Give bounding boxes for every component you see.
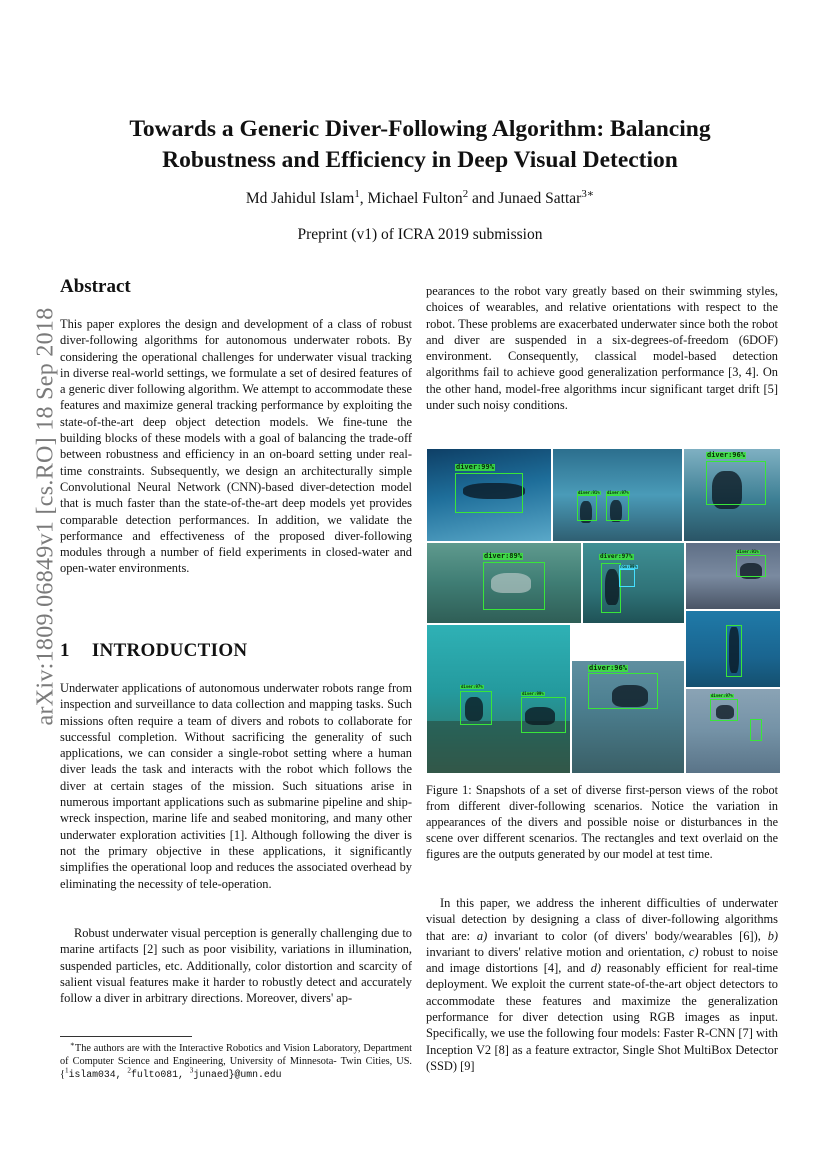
snapshot-pool-1: [427, 449, 551, 541]
snapshot-open-water-1: [684, 449, 780, 541]
right-column-continuation: pearances to the robot vary greatly based on their swimming styles, choices of wearables, and relative orientations with respect to the robot. These problems are exacerbated underwater since both the robot and diver are suspended in a six-degrees-of-freedom (6DOF) environment. Consequently, classical model-based detection algorithms fail to achieve good generalization performance [3, 4]. On the other hand, model-free algorithms incur significant target drift [5] under such noisy conditions.: [426, 284, 778, 413]
figure-1-caption: Figure 1: Snapshots of a set of diverse first-person views of the robot from different diver-following scenarios. Notice the variation in appearances of the divers and possible noise or disturbances in the scene over different scenarios. The rectangles and text overlaid on the figures are the outputs generated by our model at test time.: [426, 783, 778, 861]
enum-marker: a): [476, 928, 488, 943]
section-number: 1: [60, 640, 70, 661]
detection-label: diver:99%: [456, 463, 494, 471]
detection-box: [606, 495, 629, 521]
email-index: 3: [189, 1066, 194, 1075]
footnote-mark: ∗: [70, 1040, 75, 1049]
detection-box: [483, 562, 545, 610]
detection-box: [736, 555, 766, 577]
detection-box: [577, 495, 597, 521]
detection-box: [750, 719, 762, 741]
author-separator: and: [468, 190, 499, 207]
author-name: Md Jahidul Islam: [245, 190, 355, 207]
section-heading-introduction: [60, 640, 247, 662]
author-name: Michael Fulton: [367, 190, 463, 207]
detection-box: [601, 563, 621, 613]
detection-box: [726, 625, 742, 677]
snapshot-reef-fish: [572, 661, 684, 773]
snapshot-rov: [583, 543, 684, 623]
detection-label: diver:96%: [589, 664, 627, 672]
detection-label: diver:91%: [578, 490, 600, 495]
email-fragment: fulto081,: [130, 1069, 190, 1081]
para-text: In this paper, we address the inherent difficulties of underwater visual detection by designing a class of diver-following algorithms that are:: [426, 896, 778, 943]
para-text: robust to noise and image distortions [4], and: [426, 944, 779, 976]
detection-box: [619, 569, 635, 587]
detection-label: diver:97%: [711, 693, 733, 698]
preprint-note: Preprint (v1) of ICRA 2019 submission: [297, 226, 543, 243]
paper-title: [60, 114, 780, 176]
detection-box: [521, 697, 566, 733]
snapshot-wreck: [427, 625, 570, 773]
right-column-paragraph: [426, 895, 778, 1074]
detection-label: diver:97%: [607, 490, 629, 495]
abstract-body: This paper explores the design and development of a class of robust diver-following algorithms for autonomous underwater robots. By considering the operational challenges for underwater visual tracking in diverse real-world settings, we formulate a set of desired features of a generic diver following algorithm. We attempt to accommodate these features and maximize general tracking performance by exploiting the state-of-the-art deep object detection models. We fine-tune the building blocks of these models with a goal of balancing the trade-off between robustness and efficiency in an on-board setting under real-time constraints. Subsequently, we design an architecturally simple Convolutional Neural Network (CNN)-based diver-detection model that is much faster than the state-of-the-art deep models yet provides comparable detection performances. In addition, we validate the performance and effectiveness of the proposed diver-following modules through a number of field experiments in closed-water and open-water environments.: [60, 317, 412, 576]
detection-box: [706, 461, 766, 505]
enum-marker: b): [767, 928, 779, 943]
enum-marker: d): [590, 961, 602, 976]
detection-label: diver:91%: [737, 549, 759, 554]
detection-box: [710, 699, 738, 721]
detection-label: diver:99%: [522, 691, 544, 696]
footnote-divider: [60, 1036, 192, 1037]
figure-1-collage: [427, 449, 780, 773]
snapshot-sandy-bottom: [686, 543, 780, 609]
author-list: [60, 187, 780, 208]
footnote-text: The authors are with the Interactive Robotics and Vision Laboratory, Department of Computer Science and Engineering, University of Minnesota- Twin Cities, US. {: [60, 1043, 412, 1081]
title-line-1: Towards a Generic Diver-Following Algorithm: Balancing: [129, 116, 711, 142]
detection-label: diver:97%: [600, 553, 633, 560]
affiliation-mark: 2: [462, 187, 469, 200]
email-index: 2: [127, 1066, 131, 1075]
intro-paragraph-2: Robust underwater visual perception is generally challenging due to marine artifacts [2] such as poor visibility, variations in illumination, suspended particles, etc. Additionally, color distortion and scarcity of salient visual features make it harder to robustly detect and accurately follow a diver in arbitrary directions. Moreover, divers' ap-: [60, 926, 412, 1006]
snapshot-reef-1: [427, 543, 581, 623]
para-text: reasonably efficient for real-time deployment. We exploit the current state-of-the-art object detectors to accommodate these features and maximize the generalization performance for diver detection using RGB images as input. Specifically, we use the following four models: Faster R-CNN [7] with Inception V2 [8] as a feature extractor, Single Shot MultiBox Detector (SSD) [9]: [426, 961, 778, 1073]
para-text: invariant to color (of divers' body/wearables [6]),: [487, 928, 768, 943]
detection-box: [455, 473, 523, 513]
affiliation-mark: 1: [354, 187, 360, 200]
snapshot-pool-2: [553, 449, 682, 541]
detection-box: [588, 673, 658, 709]
detection-label: diver:97%: [461, 684, 483, 689]
author-footnote: [60, 1042, 412, 1082]
intro-paragraph-1: Underwater applications of autonomous underwater robots range from inspection and surveillance to data collection and mapping tasks. Such missions often require a team of divers and robots to collaborate for successful completion. Without sacrificing the generality of such applications, we can consider a single-robot setting where a human diver leads the task and interacts with the robot which follows the diver at certain stages of the mission. Such situations arise in numerous important applications such as submarine pipeline and ship-wreck inspection, marine life and seabed monitoring, and many other underwater exploration activities [1]. Although following the diver is not the primary objective in these applications, it significantly simplifies the operational loop and reduces the associated overhead by eliminating the necessity of tele-operation.: [60, 681, 412, 891]
title-line-2: Robustness and Efficiency in Deep Visual Detection: [162, 147, 678, 173]
author-separator: ,: [359, 190, 368, 207]
para-text: invariant to divers' relative motion and orientation,: [426, 944, 689, 959]
abstract-heading: Abstract: [60, 276, 131, 297]
snapshot-clear-water-vertical: [686, 611, 780, 687]
detection-label: diver:96%: [707, 451, 745, 459]
enum-marker: c): [688, 944, 699, 959]
arxiv-identifier: arXiv:1809.06849v1 [cs.RO] 18 Sep 2018: [32, 307, 59, 726]
email-fragment: islam034,: [68, 1069, 128, 1081]
section-title: INTRODUCTION: [91, 640, 248, 661]
affiliation-mark: 3∗: [581, 187, 595, 200]
email-index: 1: [64, 1066, 69, 1075]
detection-label: rov:99%: [620, 564, 637, 569]
detection-label: diver:89%: [484, 552, 522, 560]
author-name: Junaed Sattar: [498, 190, 582, 207]
detection-box: [460, 691, 492, 725]
snapshot-pool-lanes: [686, 689, 780, 773]
email-fragment: junaed}@umn.edu: [193, 1069, 282, 1081]
